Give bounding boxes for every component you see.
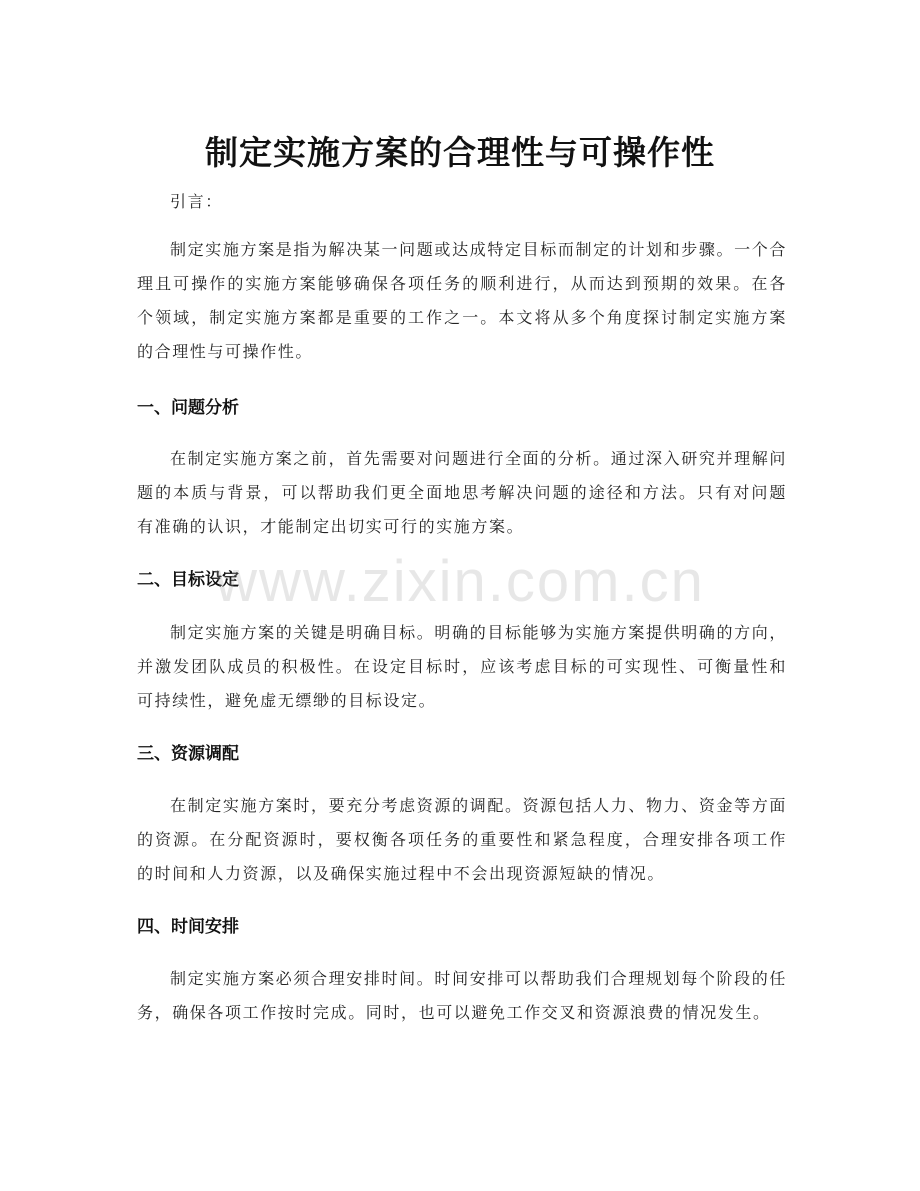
section-body-goal-setting: 制定实施方案的关键是明确目标。明确的目标能够为实施方案提供明确的方向，并激发团队成员的积极性。在设定目标时，应该考虑目标的可实现性、可衡量性和可持续性，避免虚无缥缈的目标设定。 [137, 623, 787, 710]
section-heading-time-schedule: 四、时间安排 [137, 917, 239, 937]
intro-label: 引言： [170, 192, 223, 211]
section-heading-problem-analysis: 一、问题分析 [137, 398, 239, 418]
section-heading-resource-allocation: 三、资源调配 [137, 744, 239, 764]
intro-paragraph: 制定实施方案是指为解决某一问题或达成特定目标而制定的计划和步骤。一个合理且可操作的实施方案能够确保各项任务的顺利进行，从而达到预期的效果。在各个领域，制定实施方案都是重要的工作之一。本文将从多个角度探讨制定实施方案的合理性与可操作性。 [137, 240, 787, 361]
section-body-resource-allocation: 在制定实施方案时，要充分考虑资源的调配。资源包括人力、物力、资金等方面的资源。在分配资源时，要权衡各项任务的重要性和紧急程度，合理安排各项工作的时间和人力资源，以及确保实施过程中不会出现资源短缺的情况。 [137, 796, 787, 883]
watermark: www.zixin.com.cn [215, 549, 705, 614]
section-body-time-schedule: 制定实施方案必须合理安排时间。时间安排可以帮助我们合理规划每个阶段的任务，确保各项工作按时完成。同时，也可以避免工作交叉和资源浪费的情况发生。 [137, 969, 787, 1022]
section-body-problem-analysis: 在制定实施方案之前，首先需要对问题进行全面的分析。通过深入研究并理解问题的本质与背景，可以帮助我们更全面地思考解决问题的途径和方法。只有对问题有准确的认识，才能制定出切实可行的实施方案。 [137, 449, 787, 536]
document-title: 制定实施方案的合理性与可操作性 [205, 133, 715, 173]
section-heading-goal-setting: 二、目标设定 [137, 570, 239, 590]
